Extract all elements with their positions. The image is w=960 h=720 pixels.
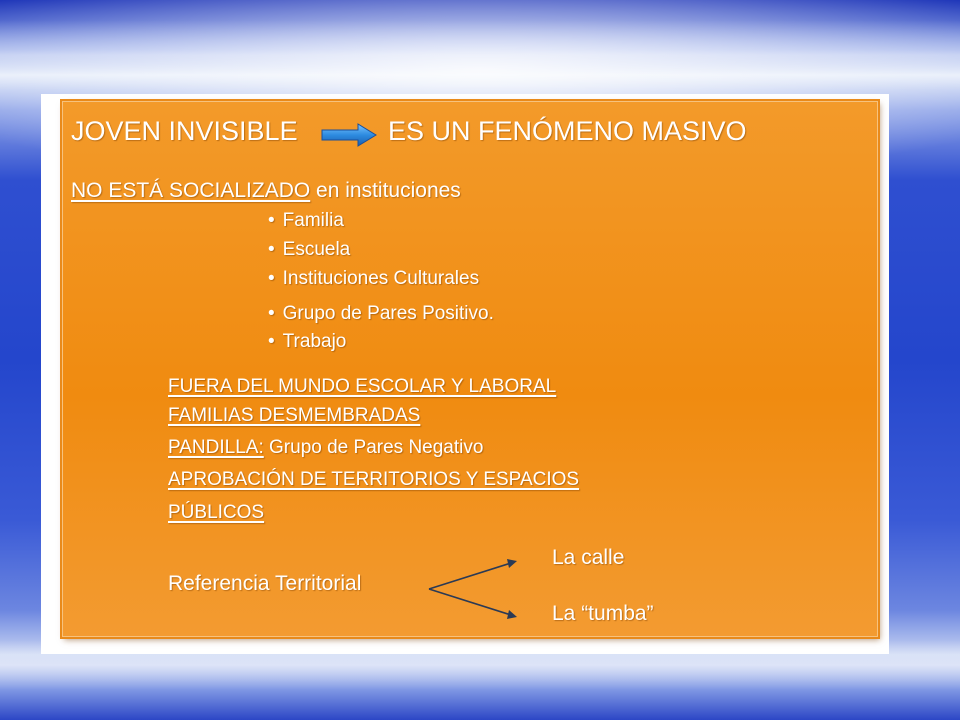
branch-label-bottom: La “tumba” (552, 602, 654, 625)
branch-line-bottom (429, 589, 511, 615)
branch-line-top (429, 563, 511, 589)
list-item-3 (168, 437, 483, 459)
bullet-item: • Escuela (268, 239, 350, 261)
list-item-1: FUERA DEL MUNDO ESCOLAR Y LABORAL (168, 376, 557, 397)
background-cloud-streak-top (0, 20, 960, 90)
reference-label: Referencia Territorial (168, 572, 362, 595)
bullet-item: • Instituciones Culturales (268, 268, 479, 290)
branch-arrows (425, 556, 520, 622)
list-item-4-line-1: APROBACIÓN DE TERRITORIOS Y ESPACIOS (168, 469, 580, 490)
title-right: ES UN FENÓMENO MASIVO (388, 116, 747, 146)
branch-arrowhead-top (507, 559, 517, 568)
bullet-item: • Grupo de Pares Positivo. (268, 303, 494, 325)
branch-label-top: La calle (552, 546, 625, 569)
list-item-3-rest: Grupo de Pares Negativo (263, 437, 484, 458)
branch-arrowhead-bottom (507, 610, 517, 619)
list-item-4-line-2: PÚBLICOS (168, 502, 265, 523)
subtitle (71, 179, 461, 203)
subtitle-rest: en instituciones (310, 179, 461, 202)
right-arrow-icon (320, 122, 378, 148)
list-item-2: FAMILIAS DESMEMBRADAS (168, 405, 421, 426)
title-left: JOVEN INVISIBLE (71, 116, 298, 146)
subtitle-underlined: NO ESTÁ SOCIALIZADO (71, 179, 311, 202)
bullet-item: • Familia (268, 210, 344, 232)
list-item-3-underlined: PANDILLA: (168, 437, 264, 458)
bullet-item: • Trabajo (268, 331, 346, 353)
